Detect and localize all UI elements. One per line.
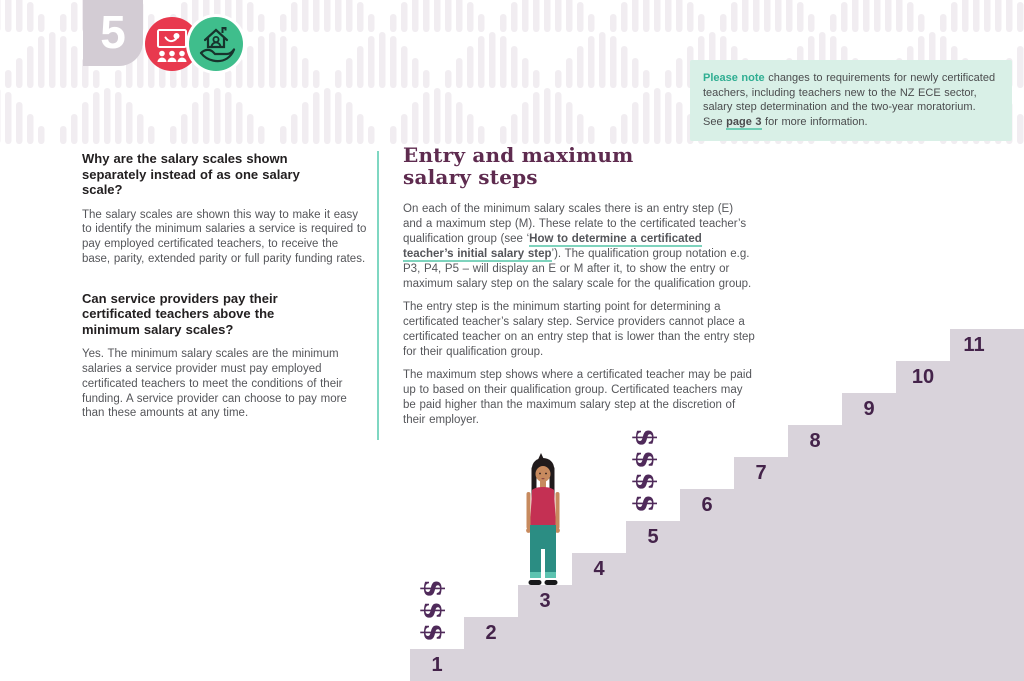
step-number: 2	[485, 622, 497, 644]
step-number: 10	[911, 366, 935, 388]
dollar-stack	[629, 427, 661, 514]
step-number: 11	[963, 334, 985, 356]
paragraph: The entry step is the minimum starting point for determining a certificated teacher’s salary step. Service providers cannot place a certificated teacher on an entry step that is lower than the entry step for their qualification group.	[403, 301, 755, 358]
dollar-icon: $	[629, 494, 661, 513]
dollar-icon: $	[629, 428, 661, 447]
home-support-badge	[189, 17, 243, 71]
hand-holding-home-icon	[189, 17, 243, 71]
note-box	[690, 60, 1012, 141]
note-text: changes to requirements for newly certificated teachers, including teachers new to the NZ ECE sector, salary step determination and the two-year moratorium. See	[703, 72, 996, 128]
step-number: 9	[863, 398, 875, 420]
answer-text: Yes. The minimum salary scales are the minimum salaries a service provider must pay employed certificated teachers to meet the conditions of their funding. A service provider can choose to pay more than these amounts at any time.	[82, 348, 347, 420]
dollar-stack	[417, 578, 449, 643]
dollar-icon: $	[417, 579, 449, 598]
paragraph	[403, 202, 755, 292]
section-heading: Entry and maximum salary steps	[403, 143, 634, 189]
dollar-icon: $	[417, 623, 449, 642]
dollar-icon: $	[417, 601, 449, 620]
teacher-figure-illustration	[512, 452, 574, 587]
step-number: 7	[755, 462, 767, 484]
dollar-icon: $	[629, 450, 661, 469]
step-number: 3	[539, 590, 551, 612]
question-heading: Why are the salary scales shown separately instead of as one salary scale?	[82, 151, 300, 197]
page-3-link[interactable]: page 3	[726, 115, 762, 128]
step-number: 6	[701, 494, 713, 516]
step-number: 4	[593, 558, 605, 580]
step-number: 8	[809, 430, 821, 452]
page-number-tab	[83, 0, 143, 66]
note-lead: Please note	[703, 72, 765, 84]
answer-text: The salary scales are shown this way to make it easy to identify the minimum salaries a service is required to pay employed certificated teachers, to receive the base, parity, extended parity or full parity funding rates.	[82, 208, 367, 265]
column-divider	[377, 151, 379, 440]
main-column	[403, 144, 755, 428]
step-number: 5	[647, 526, 659, 548]
paragraph: The maximum step shows where a certificated teacher may be paid up to based on their qualification group. Certificated teachers may be paid higher than the maximum salary step at the discretion of their employer.	[403, 369, 752, 426]
left-column	[82, 151, 367, 421]
inline-doc-link[interactable]: How to determine a certificated teacher’s initial salary step	[403, 233, 702, 260]
paragraph-text: ’). The qualification group notation e.g. P3, P4, P5 – will display an E or M after it, to show the entry or maximum salary step on the salary scale for the qualification group.	[403, 248, 752, 290]
question-heading: Can service providers pay their certificated teachers above the minimum salary scales?	[82, 290, 278, 337]
paragraph-text: On each of the minimum salary scales there is an entry step (E) and a maximum step (M). These relate to the certificated teacher’s qualification group (see ‘	[403, 203, 747, 245]
note-text: for more information.	[761, 115, 868, 128]
step-number: 1	[431, 654, 443, 676]
dollar-icon: $	[629, 472, 661, 491]
page-number: 5	[100, 6, 126, 58]
